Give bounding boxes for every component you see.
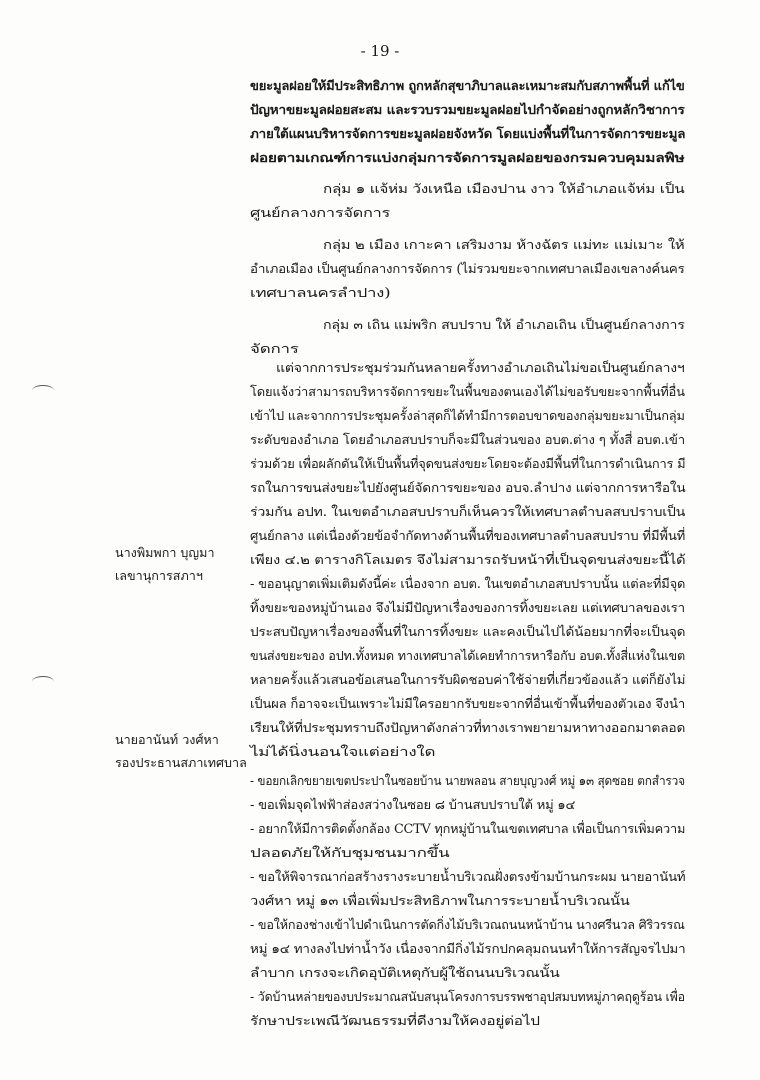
text-line: เข้าไป และจากการประชุมครั้งล่าสุดก็ได้ทำมีการตอบขาดของกลุ่มขยะมาเป็นกลุ่ม [250,408,685,423]
text-line: - ขอยกเลิกขยายเขตประปาในซอยบ้าน นายพลอน สายบุญวงศ์ หมู่ ๑๓ สุดซอย ตกสำรวจ [250,773,685,788]
speaker-role: รองประธานสภาเทศบาล [115,755,247,770]
text-line: ระดับของอำเภอ โดยอำเภอสบปราบก็จะมีในส่วนของ อบต.ต่าง ๆ ทั้งสี่ อบต.เข้า [250,432,685,447]
text-line: ขยะมูลฝอยให้มีประสิทธิภาพ ถูกหลักสุขาภิบาลและเหมาะสมกับสภาพพื้นที่ แก้ไข [250,78,685,93]
text-line: หมู่ ๑๔ ทางลงไปท่าน้ำวัง เนื่องจากมีกิ่งไม้รกปกคลุมถนนทำให้การสัญจรไปมา [250,941,686,956]
text-line: ลำบาก เกรงจะเกิดอุบัติเหตุกับผู้ใช้ถนนบริเวณนั้น [250,965,560,980]
text-line: เพียง ๔.๒ ตารางกิโลเมตร จึงไม่สามารถรับหน้าที่เป็นจุดขนส่งขยะนี้ได้ [250,552,686,567]
text-line: เทศบาลนครลำปาง) [250,285,391,300]
text-line: ประสบปัญหาเรื่องของพื้นที่ในการทิ้งขยะ และคงเป็นไปได้น้อยมากที่จะเป็นจุด [250,624,686,639]
text-line: กลุ่ม ๓ เถิน แม่พริก สบปราบ ให้ อำเภอเถิน เป็นศูนย์กลางการ [323,317,685,332]
speaker-name: นายอานันท์ วงศ์หา [115,732,219,747]
text-line: ศูนย์กลางการจัดการ [250,205,391,220]
text-line: โดยแจ้งว่าสามารถบริหารจัดการขยะในพื้นของตนเองได้ไม่ขอรับขยะจากพื้นที่อื่น [250,384,685,399]
text-line: ร่วมด้วย เพื่อผลักดันให้เป็นพื้นที่จุดขนส่งขยะโดยจะต้องมีพื้นที่ในการดำเนินการ มี [250,456,686,471]
hole-punch-mark [32,385,54,396]
text-line: หลายครั้งแล้วเสนอข้อเสนอในการรับผิดชอบค่าใช้จ่ายที่เกี่ยวข้องแล้ว แต่ก็ยังไม่ [250,672,686,687]
text-line: เป็นผล ก็อาจจะเป็นเพราะไม่มีใครอยากรับขยะจากที่อื่นเข้าพื้นที่ของตัวเอง จึงนำ [250,696,686,711]
text-line: วงศ์หา หมู่ ๑๓ เพื่อเพิ่มประสิทธิภาพในการระบายน้ำบริเวณนั้น [250,893,630,908]
text-line: - วัดบ้านหล่ายของบประมาณสนับสนุนโครงการบรรพชาอุปสมบทหมู่ภาคฤดูร้อน เพื่อ [250,989,685,1004]
text-line: - ขอเพิ่มจุดไฟฟ้าส่องสว่างในซอย ๘ บ้านสบปราบใต้ หมู่ ๑๔ [250,797,576,812]
text-line: ขนส่งขยะของ อปท.ทั้งหมด ทางเทศบาลได้เคยทำการหารือกับ อบต.ทั้งสี่แห่งในเขต [250,648,686,663]
text-line: กลุ่ม ๒ เมือง เกาะคา เสริมงาม ห้างฉัตร แม่ทะ แม่เมาะ ให้ [323,237,685,252]
text-line: ภายใต้แผนบริหารจัดการขยะมูลฝอยจังหวัด โดยแบ่งพื้นที่ในการจัดการขยะมูล [250,126,686,141]
text-line: รักษาประเพณีวัฒนธรรมที่ดีงามให้คงอยู่ต่อไป [250,1013,540,1028]
text-line: รถในการขนส่งขยะไปยังศูนย์จัดการขยะของ อบจ.ลำปาง แต่จากการหารือใน [250,480,686,495]
speaker-name: นางพิมพกา บุญมา [115,545,215,560]
text-line: ฝอยตามเกณฑ์การแบ่งกลุ่มการจัดการมูลฝอยของกรมควบคุมมลพิษ [250,150,685,165]
text-line: เรียนให้ที่ประชุมทราบถึงปัญหาดังกล่าวที่ทางเราพยายามหาทางออกมาตลอด [250,720,686,735]
text-line: ทิ้งขยะของหมู่บ้านเอง จึงไม่มีปัญหาเรื่องของการทิ้งขยะเลย แต่เทศบาลของเรา [250,600,685,615]
hole-punch-mark [32,676,54,687]
text-line: จัดการ [250,341,299,356]
text-line: แต่จากการประชุมร่วมกันหลายครั้งทางอำเภอเถินไม่ขอเป็นศูนย์กลางฯ [276,360,685,375]
speaker-2 [115,728,247,774]
text-line: ไม่ได้นิ่งนอนใจแต่อย่างใด [250,744,436,759]
speaker-role: เลขานุการสภาฯ [115,568,203,583]
page-number: - 19 - [360,42,400,60]
text-line: อำเภอเมือง เป็นศูนย์กลางการจัดการ (ไม่รวมขยะจากเทศบาลเมืองเขลางค์นคร [250,261,685,276]
text-line: ปัญหาขยะมูลฝอยสะสม และรวบรวมขยะมูลฝอยไปกำจัดอย่างถูกหลักวิชาการ [250,102,685,117]
text-line: - ขออนุญาตเพิ่มเติมดังนี้ค่ะ เนื่องจาก อบต. ในเขตอำเภอสบปราบนั้น แต่ละที่มีจุด [250,576,686,591]
text-line: - อยากให้มีการติดตั้งกล้อง CCTV ทุกหมู่บ้านในเขตเทศบาล เพื่อเป็นการเพิ่มความ [250,821,686,836]
text-line: - ขอให้พิจารณาก่อสร้างรางระบายน้ำบริเวณฝั่งตรงข้ามบ้านกระผม นายอานันท์ [250,869,686,884]
text-line: - ขอให้กองช่างเข้าไปดำเนินการตัดกิ่งไม้บริเวณถนนหน้าบ้าน นางศรีนวล ศิริวรรณ [250,917,685,932]
text-line: ปลอดภัยให้กับชุมชนมากขึ้น [250,845,450,860]
text-line: กลุ่ม ๑ แจ้ห่ม วังเหนือ เมืองปาน งาว ให้อำเภอแจ้ห่ม เป็น [323,181,685,196]
speaker-1 [115,541,215,587]
text-line: ร่วมกัน อปท. ในเขตอำเภอสบปราบก็เห็นควรให้เทศบาลตำบลสบปราบเป็น [250,504,686,519]
text-line: ศูนย์กลาง แต่เนื่องด้วยข้อจำกัดทางด้านพื้นที่ของเทศบาลตำบลสบปราบ ที่มีพื้นที่ [250,528,686,543]
